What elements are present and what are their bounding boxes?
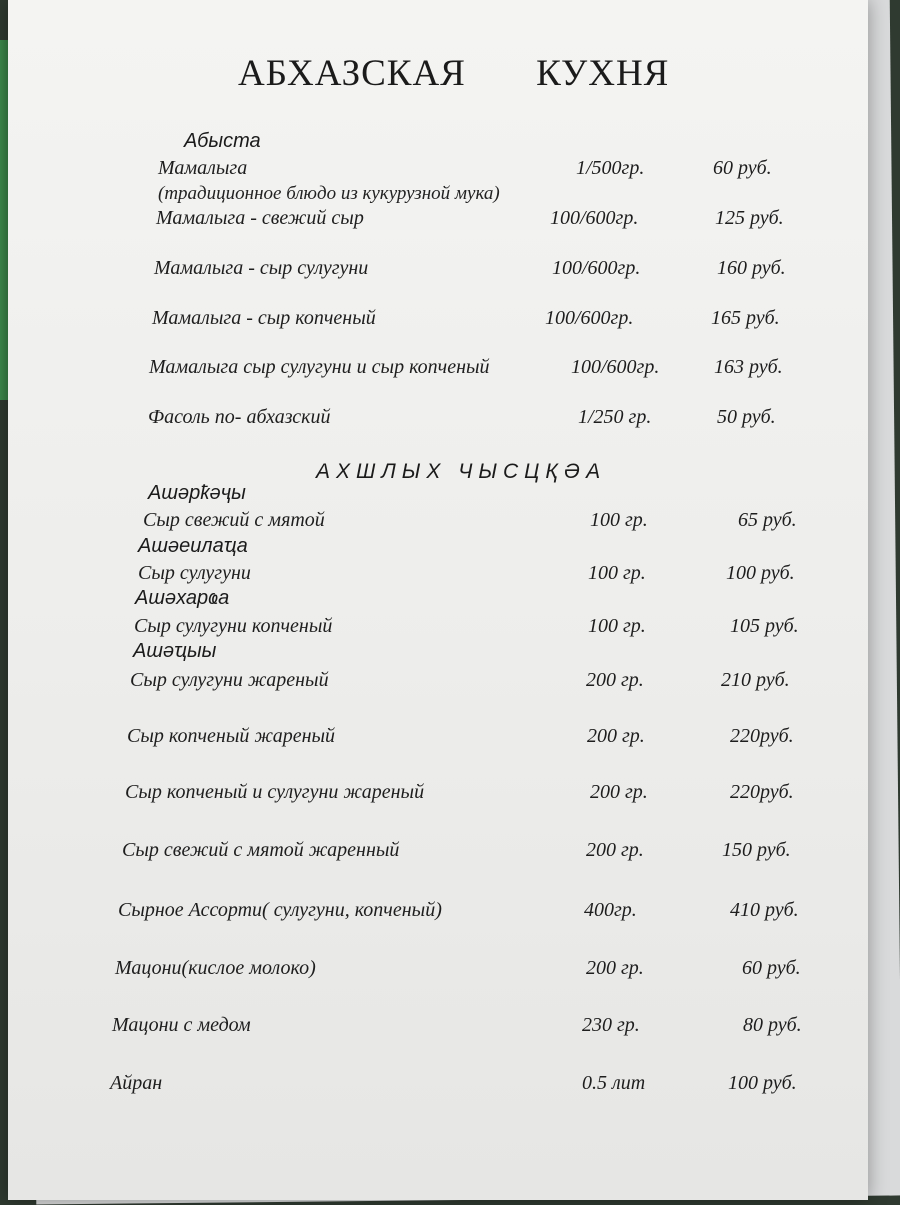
menu-item — [8, 1014, 900, 1054]
item-weight: 230 гр. — [582, 1014, 640, 1036]
menu-item — [8, 406, 900, 446]
item-price: 220руб. — [730, 725, 794, 747]
item-weight: 200 гр. — [586, 669, 644, 691]
item-name: Мамалыга - свежий сыр — [156, 207, 364, 229]
menu-item — [8, 957, 900, 997]
subhead: Ашәрҟәҷы — [148, 482, 246, 504]
menu-title: АБХАЗСКАЯ КУХНЯ — [238, 53, 670, 94]
item-name: Сыр свежий с мятой — [143, 509, 325, 531]
menu-item — [8, 207, 900, 247]
item-weight: 100/600гр. — [550, 207, 639, 229]
subhead: Ашәеилаҵа — [138, 535, 248, 557]
item-name: Сыр сулугуни — [138, 562, 251, 584]
menu-item — [8, 1072, 900, 1112]
menu-item — [8, 669, 900, 709]
menu-item — [8, 725, 900, 765]
item-weight: 100/600гр. — [571, 356, 660, 378]
item-name: Сырное Ассорти( сулугуни, копченый) — [118, 899, 442, 921]
item-name: Сыр копченый и сулугуни жареный — [125, 781, 425, 803]
item-price: 80 руб. — [743, 1014, 802, 1036]
item-weight: 200 гр. — [586, 957, 644, 979]
item-name: Мамалыга - сыр копченый — [152, 307, 376, 329]
item-name: Сыр свежий с мятой жаренный — [122, 839, 400, 861]
item-weight: 200 гр. — [590, 781, 648, 803]
menu-page — [8, 0, 868, 1200]
item-price: 220руб. — [730, 781, 794, 803]
section1-subtitle: Абыста — [184, 130, 261, 152]
item-price: 60 руб. — [713, 157, 772, 179]
item-price: 160 руб. — [717, 257, 786, 279]
item-weight: 1/500гр. — [576, 157, 645, 179]
item-note: (традиционное блюдо из кукурузной мука) — [158, 183, 500, 204]
item-name: Мамалыга - сыр сулугуни — [154, 257, 369, 279]
item-weight: 100 гр. — [590, 509, 648, 531]
item-price: 60 руб. — [742, 957, 801, 979]
item-weight: 200 гр. — [586, 839, 644, 861]
item-name: Мацони(кислое молоко) — [115, 957, 316, 979]
item-price: 163 руб. — [714, 356, 783, 378]
section2-title: АХШЛЫХ ЧЫСЦҚӘА — [316, 460, 607, 483]
item-name: Фасоль по- абхазский — [148, 406, 331, 428]
menu-item — [8, 899, 900, 939]
subhead: Ашәхарҩа — [135, 587, 230, 609]
menu-item — [8, 356, 900, 396]
item-weight: 100/600гр. — [552, 257, 641, 279]
item-price: 50 руб. — [717, 406, 776, 428]
item-price: 410 руб. — [730, 899, 799, 921]
item-weight: 200 гр. — [587, 725, 645, 747]
item-name: Сыр сулугуни жареный — [130, 669, 329, 691]
menu-item — [8, 839, 900, 879]
item-price: 210 руб. — [721, 669, 790, 691]
item-weight: 400гр. — [584, 899, 637, 921]
item-price: 100 руб. — [728, 1072, 797, 1094]
item-name: Айран — [110, 1072, 163, 1094]
item-price: 65 руб. — [738, 509, 797, 531]
item-price: 150 руб. — [722, 839, 791, 861]
item-name: Сыр копченый жареный — [127, 725, 336, 747]
menu-item — [8, 781, 900, 821]
item-name: Мацони с медом — [112, 1014, 251, 1036]
item-price: 125 руб. — [715, 207, 784, 229]
menu-item — [8, 307, 900, 347]
item-price: 165 руб. — [711, 307, 780, 329]
item-name: Мамалыга сыр сулугуни и сыр копченый — [149, 356, 490, 378]
item-weight: 100/600гр. — [545, 307, 634, 329]
item-weight: 0.5 лит — [582, 1072, 646, 1094]
item-price: 100 руб. — [726, 562, 795, 584]
menu-item — [8, 257, 900, 297]
item-weight: 100 гр. — [588, 562, 646, 584]
item-price: 105 руб. — [730, 615, 799, 637]
item-weight: 1/250 гр. — [578, 406, 652, 428]
item-name: Мамалыга — [158, 157, 248, 179]
item-name: Сыр сулугуни копченый — [134, 615, 333, 637]
item-weight: 100 гр. — [588, 615, 646, 637]
subhead: Ашәҵыы — [133, 640, 217, 662]
